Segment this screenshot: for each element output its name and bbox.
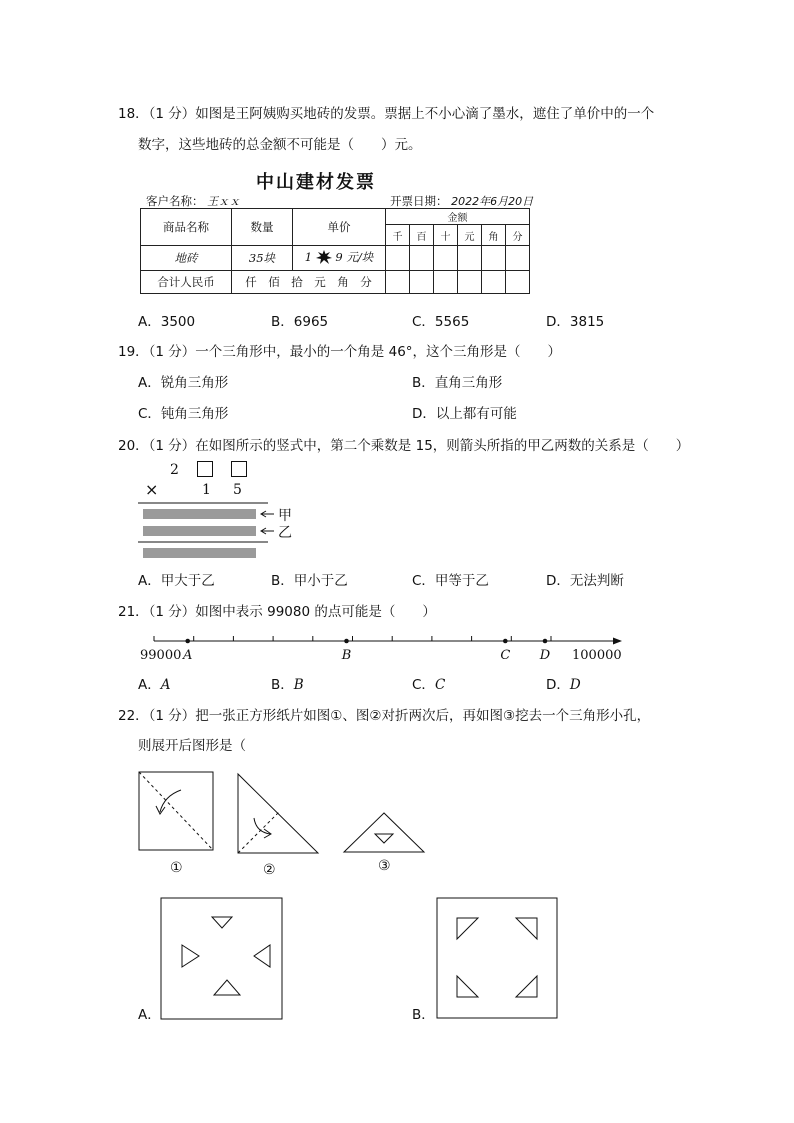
q21-line1: 21．（1 分）如图中表示 99080 的点可能是（ ）: [118, 604, 436, 620]
amount-unit: 分: [506, 225, 530, 246]
amount-unit: 角: [482, 225, 506, 246]
q20-option-c[interactable]: C．甲等于乙: [412, 573, 489, 589]
fig-label-3: ③: [378, 858, 391, 874]
q18-line2: 数字，这些地砖的总金额不可能是（ ）元。: [138, 137, 422, 153]
header-product: 商品名称: [141, 209, 232, 246]
q18-line1: 18．（1 分）如图是王阿姨购买地砖的发票。票据上不小心滴了墨水，遮住了单价中的一个: [118, 106, 655, 122]
number-line-end-label: 100000: [572, 648, 622, 663]
number-line-point-label: D: [539, 648, 551, 663]
q19-option-c[interactable]: C．钝角三角形: [138, 406, 229, 422]
number-line-point-label: C: [500, 648, 511, 663]
q20-digit-5: 5: [233, 482, 242, 498]
label-jia: 甲: [278, 508, 292, 524]
q21-option-c[interactable]: C．C: [412, 677, 446, 693]
q19-option-a[interactable]: A．锐角三角形: [138, 375, 229, 391]
q20-option-b[interactable]: B．甲小于乙: [271, 573, 348, 589]
amount-unit: 十: [434, 225, 458, 246]
q22-line1: 22．（1 分）把一张正方形纸片如图①、图②对折两次后，再如图③挖去一个三角形小孔，: [118, 708, 651, 724]
header-amount: 金额: [386, 209, 530, 225]
customer-label: 客户名称：: [146, 194, 204, 208]
date-value: 2022年6月20日: [451, 195, 534, 208]
q20-option-a[interactable]: A．甲大于乙: [138, 573, 215, 589]
header-quantity: 数量: [232, 209, 293, 246]
customer-value: 王ｘｘ: [207, 195, 241, 208]
number-line-point-label: A: [183, 648, 193, 663]
q22-line2: 则展开后图形是（: [138, 738, 246, 754]
fig-label-1: ①: [170, 860, 183, 876]
date-label: 开票日期：: [390, 194, 448, 208]
header-price: 单价: [293, 209, 386, 246]
q20-digit-1: 1: [202, 482, 211, 498]
item-quantity: 35块: [232, 246, 293, 271]
q18-option-b[interactable]: B．6965: [271, 314, 329, 330]
number-line-point-label: B: [341, 648, 352, 663]
price-after: 9 元/块: [335, 250, 374, 265]
q20-line1: 20．（1 分）在如图所示的竖式中，第二个乘数是 15，则箭头所指的甲乙两数的关系是（ ）: [118, 438, 690, 454]
amount-unit: 元: [458, 225, 482, 246]
times-sign: ×: [145, 480, 159, 499]
label-yi: 乙: [278, 525, 292, 541]
q22-option-b[interactable]: B．: [412, 1007, 435, 1023]
q19-option-d[interactable]: D．以上都有可能: [412, 406, 517, 422]
q18-option-d[interactable]: D．3815: [546, 314, 605, 330]
total-units: 仟 佰 拾 元 角 分: [232, 271, 386, 294]
q18-option-a[interactable]: A．3500: [138, 314, 196, 330]
q22-option-a[interactable]: A．: [138, 1007, 161, 1023]
invoice-title: 中山建材发票: [256, 172, 376, 193]
q21-option-b[interactable]: B．B: [271, 677, 304, 693]
q20-top-digit: 2: [170, 462, 179, 478]
q21-option-d[interactable]: D．D: [546, 677, 581, 693]
item-name: 地砖: [141, 246, 232, 271]
q19-option-b[interactable]: B．直角三角形: [412, 375, 503, 391]
total-label: 合计人民币: [141, 271, 232, 294]
q19-line1: 19．（1 分）一个三角形中，最小的一个角是 46°，这个三角形是（ ）: [118, 344, 562, 360]
q21-option-a[interactable]: A．A: [138, 677, 171, 693]
amount-unit: 千: [386, 225, 410, 246]
price-before: 1: [304, 250, 313, 265]
q18-option-c[interactable]: C．5565: [412, 314, 470, 330]
amount-unit: 百: [410, 225, 434, 246]
number-line-start-label: 99000: [140, 648, 182, 663]
q20-option-d[interactable]: D．无法判断: [546, 573, 624, 589]
fig-label-2: ②: [263, 862, 276, 878]
